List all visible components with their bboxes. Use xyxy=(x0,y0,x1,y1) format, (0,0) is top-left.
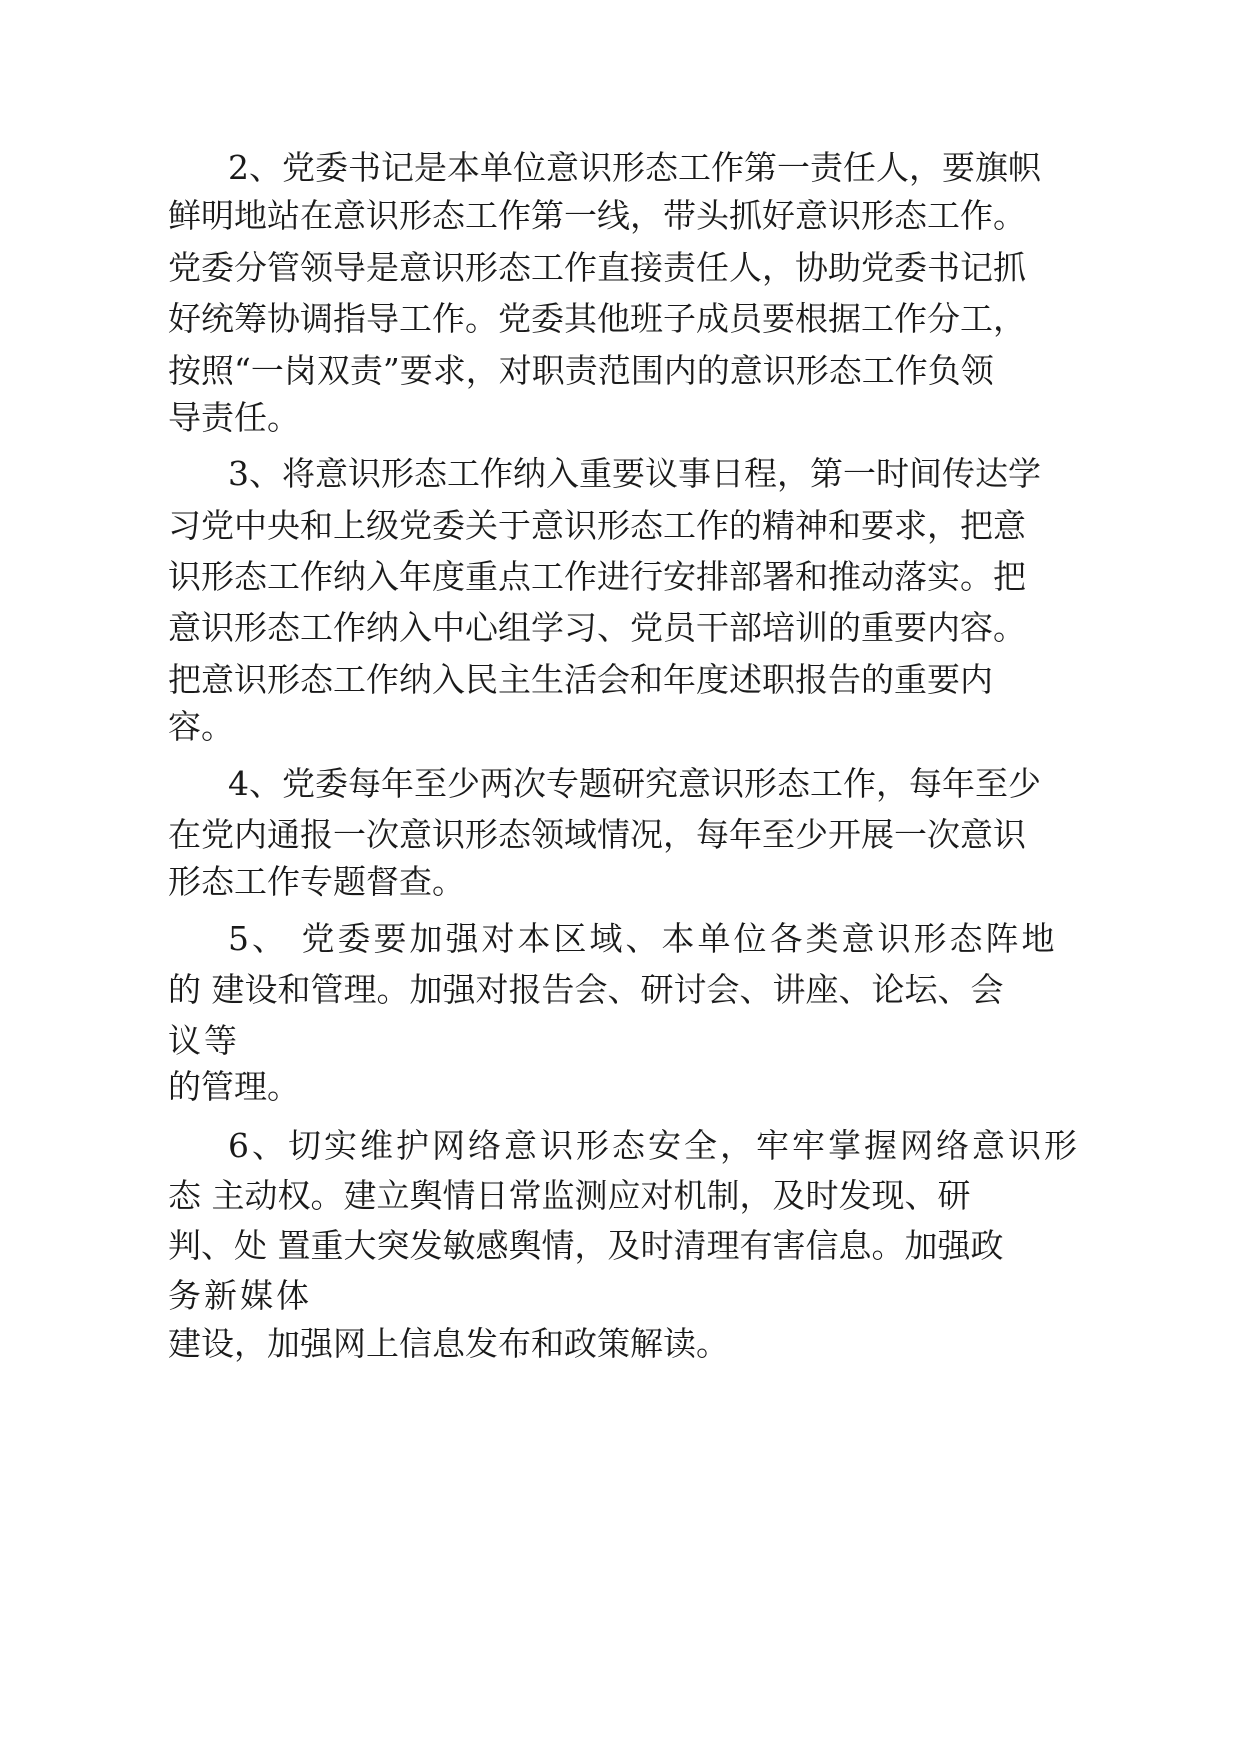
paragraph-2-line-5: 按照“一岗双责”要求，对职责范围内的意识形态工作负领 xyxy=(168,351,994,390)
paragraph-5-line-4: 的管理。 xyxy=(168,1067,300,1106)
paragraph-2-line-4: 好统筹协调指导工作。党委其他班子成员要根据工作分工， xyxy=(168,299,1026,338)
paragraph-6-line-1: 6、切实维护网络意识形态安全，牢牢掌握网络意识形 xyxy=(228,1126,1080,1165)
paragraph-6-line-4: 务新媒体 xyxy=(168,1276,312,1315)
paragraph-4-line-2: 在党内通报一次意识形态领域情况，每年至少开展一次意识 xyxy=(168,815,1026,854)
paragraph-6-line-3: 判、处 置重大突发敏感舆情，及时清理有害信息。加强政 xyxy=(168,1226,1004,1265)
paragraph-2-line-6: 导责任。 xyxy=(168,398,300,437)
paragraph-2-line-3: 党委分管领导是意识形态工作直接责任人，协助党委书记抓 xyxy=(168,248,1026,287)
paragraph-3-line-3: 识形态工作纳入年度重点工作进行安排部署和推动落实。把 xyxy=(168,557,1026,596)
paragraph-3-line-5: 把意识形态工作纳入民主生活会和年度述职报告的重要内 xyxy=(168,660,993,699)
paragraph-3-line-1: 3、将意识形态工作纳入重要议事日程，第一时间传达学 xyxy=(228,454,1041,493)
paragraph-4-line-1: 4、党委每年至少两次专题研究意识形态工作，每年至少 xyxy=(228,764,1041,803)
paragraph-3-line-4: 意识形态工作纳入中心组学习、党员干部培训的重要内容。 xyxy=(168,608,1026,647)
paragraph-2-line-1: 2、党委书记是本单位意识形态工作第一责任人，要旗帜 xyxy=(228,148,1041,187)
paragraph-4-line-3: 形态工作专题督查。 xyxy=(168,862,465,901)
paragraph-5-line-2: 的 建设和管理。加强对报告会、研讨会、讲座、论坛、会 xyxy=(168,970,1004,1009)
paragraph-5-line-1: 5、 党委要加强对本区域、本单位各类意识形态阵地 xyxy=(228,919,1058,958)
paragraph-6-line-2: 态 主动权。建立舆情日常监测应对机制，及时发现、研 xyxy=(168,1176,971,1215)
paragraph-6-line-5: 建设，加强网上信息发布和政策解读。 xyxy=(168,1324,729,1363)
paragraph-5-line-3: 议等 xyxy=(168,1021,240,1060)
paragraph-3-line-6: 容。 xyxy=(168,707,234,746)
paragraph-3-line-2: 习党中央和上级党委关于意识形态工作的精神和要求，把意 xyxy=(168,506,1026,545)
paragraph-2-line-2: 鲜明地站在意识形态工作第一线，带头抓好意识形态工作。 xyxy=(168,196,1026,235)
